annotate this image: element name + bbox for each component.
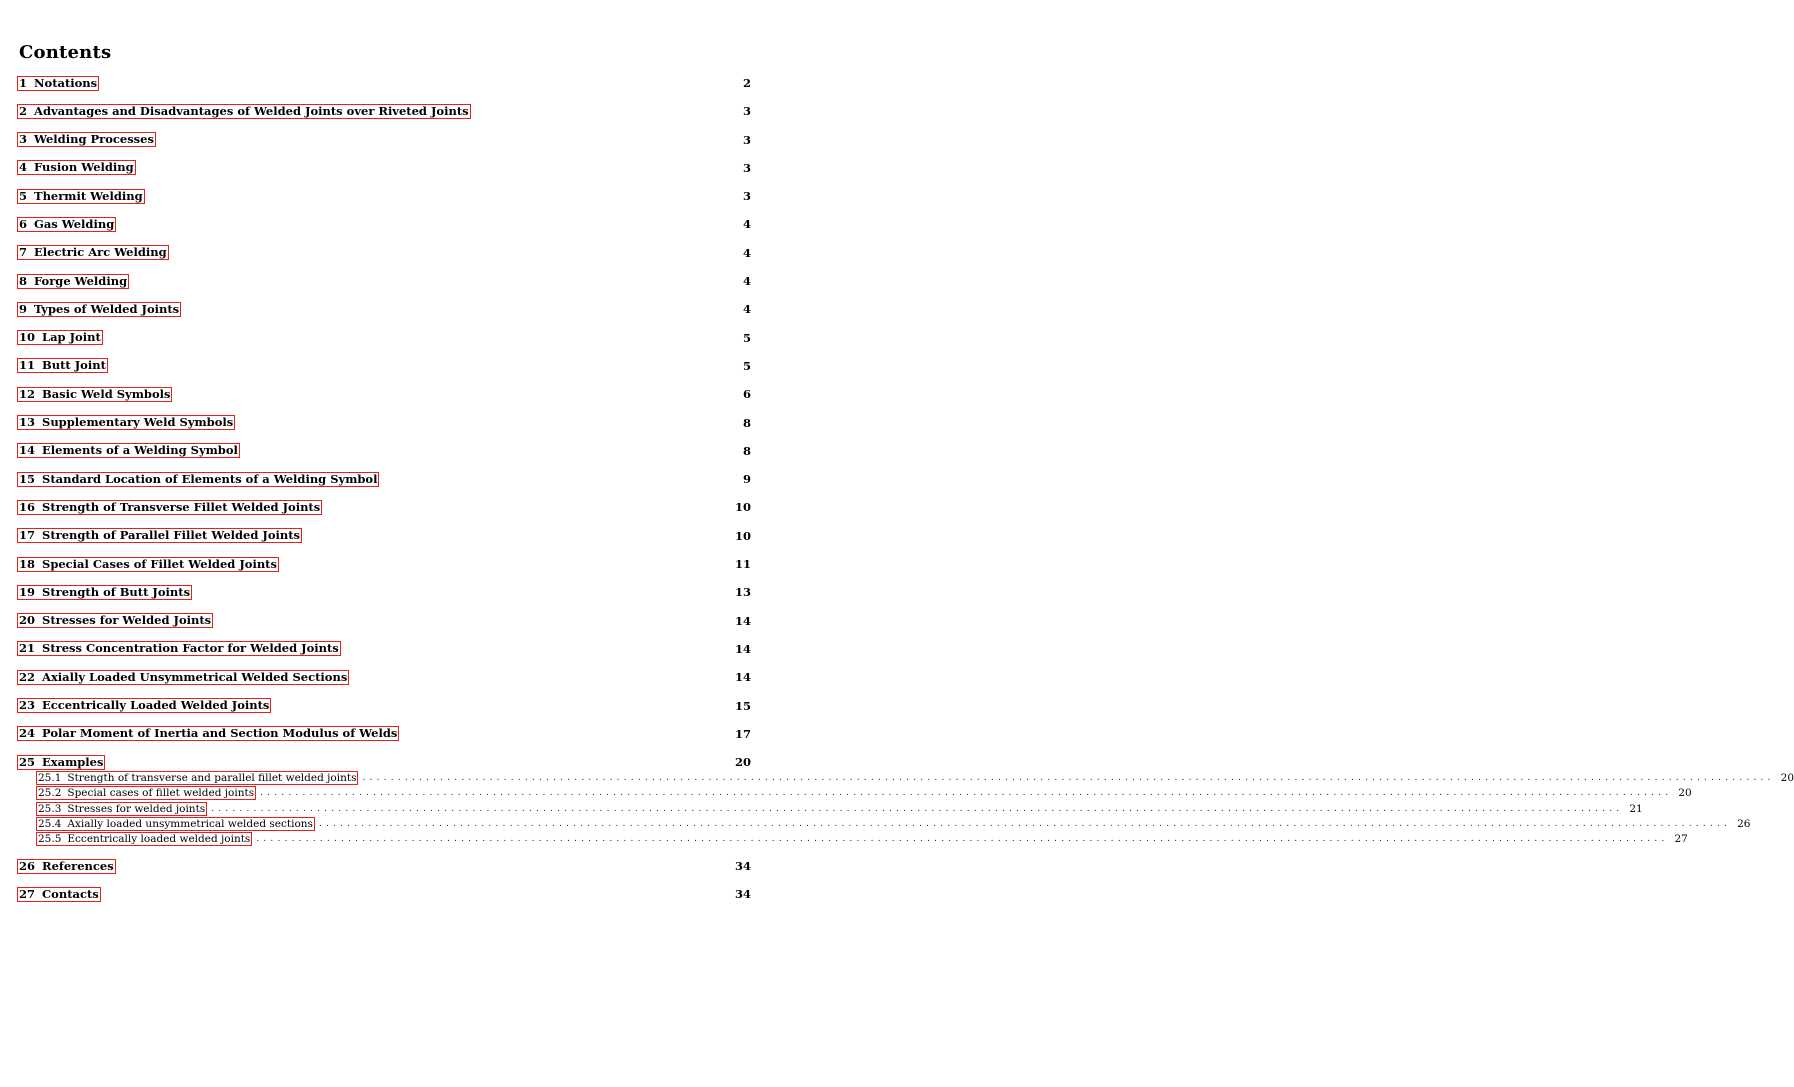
toc-entry-8	[17, 273, 751, 289]
toc-link-26[interactable]	[17, 859, 116, 874]
toc-link-14[interactable]	[17, 443, 240, 458]
toc-link-12[interactable]	[17, 387, 172, 402]
page-number: 3	[742, 104, 751, 119]
toc-link-21[interactable]	[17, 641, 341, 656]
section-number: 23	[19, 698, 36, 713]
toc-subentry-25-5	[17, 832, 1688, 847]
section-title: Gas Welding	[34, 216, 115, 231]
page-number: 5	[742, 330, 751, 345]
subsection-title: Eccentrically loaded welded joints	[67, 833, 251, 846]
toc-link-2[interactable]	[17, 104, 471, 119]
page-number: 17	[734, 726, 751, 741]
toc-link-10[interactable]	[17, 330, 103, 345]
toc-link-5[interactable]	[17, 189, 145, 204]
subsection-title: Axially loaded unsymmetrical welded sections	[67, 817, 313, 830]
toc-entry-18	[17, 556, 751, 572]
section-number: 27	[19, 886, 36, 901]
toc-link-24[interactable]	[17, 726, 399, 741]
dot-leader: ........................................................................................................................................................................................................	[362, 772, 1775, 783]
page-number: 2	[742, 76, 751, 90]
section-number: 18	[19, 556, 36, 571]
toc-entry-13	[17, 415, 751, 431]
section-number: 17	[19, 528, 36, 543]
section-title: Polar Moment of Inertia and Section Modulus of Welds	[42, 726, 398, 741]
toc-subentry-25-3	[17, 801, 1643, 816]
toc-entry-26	[17, 858, 751, 874]
toc-link-17[interactable]	[17, 528, 302, 543]
section-title: Special Cases of Fillet Welded Joints	[42, 556, 277, 571]
toc-entry-5	[17, 188, 751, 204]
toc-entry-12	[17, 386, 751, 402]
toc-entry-10	[17, 330, 751, 346]
toc-link-18[interactable]	[17, 557, 279, 572]
section-number: 12	[19, 386, 36, 401]
dot-leader: ........................................................................................................................................................................................................	[318, 818, 1732, 829]
toc-link-15[interactable]	[17, 472, 379, 487]
section-title: Welding Processes	[34, 132, 154, 147]
section-title: Forge Welding	[34, 273, 128, 288]
toc-link-13[interactable]	[17, 415, 235, 430]
toc-subentry-25-4	[17, 816, 1751, 831]
page-number: 3	[742, 160, 751, 175]
section-number: 9	[19, 301, 28, 316]
page-number: 4	[742, 217, 751, 232]
subsection-number: 25.1	[38, 771, 62, 784]
toc-entry-22	[17, 669, 751, 685]
section-number: 19	[19, 584, 36, 599]
toc-entry-2	[17, 103, 751, 119]
subsection-number: 25.4	[38, 817, 62, 830]
section-title: Strength of Transverse Fillet Welded Joints	[42, 499, 321, 514]
toc-entry-24	[17, 726, 751, 742]
section-number: 13	[19, 415, 36, 430]
page-number: 14	[734, 670, 751, 685]
page-number: 3	[742, 132, 751, 147]
page-number: 10	[734, 500, 751, 515]
toc-entry-4	[17, 160, 751, 176]
page-number: 9	[742, 472, 751, 487]
table-of-contents	[17, 75, 1794, 915]
section-title: Stress Concentration Factor for Welded Joints	[42, 641, 339, 656]
section-number: 4	[19, 160, 28, 175]
toc-link-11[interactable]	[17, 358, 108, 373]
toc-link-19[interactable]	[17, 585, 192, 600]
subsection-number: 25.3	[38, 802, 62, 815]
toc-entry-11	[17, 358, 751, 374]
page-number: 6	[742, 387, 751, 402]
section-title: Basic Weld Symbols	[42, 386, 171, 401]
toc-entry-17	[17, 528, 751, 544]
toc-sublink-25-5[interactable]	[36, 832, 252, 846]
subsection-title: Stresses for welded joints	[67, 802, 206, 815]
section-title: Electric Arc Welding	[34, 245, 167, 260]
section-number: 11	[19, 358, 36, 373]
toc-entry-3	[17, 132, 751, 148]
toc-link-8[interactable]	[17, 274, 129, 289]
page-number: 8	[742, 415, 751, 430]
section-title: Stresses for Welded Joints	[42, 613, 212, 628]
subsection-number: 25.5	[38, 833, 62, 846]
toc-subentry-25-2	[17, 786, 1692, 801]
page-number: 34	[734, 887, 751, 902]
section-number: 6	[19, 216, 28, 231]
toc-link-7[interactable]	[17, 245, 169, 260]
toc-link-25[interactable]	[17, 755, 105, 770]
page-number: 20	[734, 755, 751, 770]
section-title: Axially Loaded Unsymmetrical Welded Sections	[42, 669, 348, 684]
toc-link-27[interactable]	[17, 887, 101, 902]
section-number: 20	[19, 613, 36, 628]
subsection-title: Special cases of fillet welded joints	[67, 787, 255, 800]
section-title: Strength of Parallel Fillet Welded Joints	[42, 528, 301, 543]
toc-entry-19	[17, 584, 751, 600]
section-title: Contacts	[42, 886, 99, 901]
dot-leader: ........................................................................................................................................................................................................	[256, 834, 1669, 845]
page-number: 34	[734, 859, 751, 874]
section-number: 25	[19, 754, 36, 769]
toc-entry-15	[17, 471, 751, 487]
toc-entry-25	[17, 754, 751, 770]
page-number: 21	[1629, 802, 1643, 815]
toc-entry-9	[17, 301, 751, 317]
examples-subsections	[17, 770, 1794, 847]
section-title: Thermit Welding	[34, 188, 143, 203]
page-number: 4	[742, 245, 751, 260]
section-number: 1	[19, 75, 28, 90]
toc-entry-14	[17, 443, 751, 459]
section-title: Advantages and Disadvantages of Welded Joints over Riveted Joints	[34, 103, 469, 118]
page-number: 15	[734, 698, 751, 713]
subsection-number: 25.2	[38, 787, 62, 800]
page-number: 14	[734, 613, 751, 628]
toc-link-3[interactable]	[17, 132, 156, 147]
page-number: 10	[734, 528, 751, 543]
page-number: 3	[742, 189, 751, 204]
section-title: Elements of a Welding Symbol	[42, 443, 238, 458]
toc-link-23[interactable]	[17, 698, 271, 713]
section-title: Strength of Butt Joints	[42, 584, 191, 599]
section-number: 26	[19, 858, 36, 873]
toc-link-6[interactable]	[17, 217, 116, 232]
page-number: 26	[1737, 817, 1751, 830]
section-number: 14	[19, 443, 36, 458]
page-number: 27	[1674, 833, 1688, 846]
section-title: Butt Joint	[42, 358, 106, 373]
section-number: 10	[19, 330, 36, 345]
dot-leader: ........................................................................................................................................................................................................	[211, 803, 1624, 814]
section-number: 7	[19, 245, 28, 260]
page-number: 14	[734, 641, 751, 656]
toc-link-20[interactable]	[17, 613, 213, 628]
section-title: Fusion Welding	[34, 160, 134, 175]
page-number: 20	[1780, 771, 1794, 784]
toc-sublink-25-4[interactable]	[36, 817, 315, 831]
page-number: 13	[734, 585, 751, 600]
toc-entry-6	[17, 216, 751, 232]
page-number: 4	[742, 302, 751, 317]
section-title: Supplementary Weld Symbols	[42, 415, 234, 430]
section-number: 2	[19, 103, 28, 118]
toc-entry-27	[17, 886, 751, 902]
section-title: Standard Location of Elements of a Welding Symbol	[42, 471, 378, 486]
toc-link-16[interactable]	[17, 500, 322, 515]
section-title: Notations	[34, 75, 98, 90]
toc-link-9[interactable]	[17, 302, 181, 317]
dot-leader: ........................................................................................................................................................................................................	[260, 788, 1673, 799]
section-title: Eccentrically Loaded Welded Joints	[42, 698, 270, 713]
toc-sublink-25-1[interactable]	[36, 771, 358, 785]
section-number: 3	[19, 132, 28, 147]
section-title: Lap Joint	[42, 330, 101, 345]
toc-sublink-25-3[interactable]	[36, 802, 207, 816]
page-number: 11	[734, 557, 751, 572]
subsection-title: Strength of transverse and parallel fillet welded joints	[67, 771, 357, 784]
section-number: 24	[19, 726, 36, 741]
page-number: 20	[1678, 787, 1692, 800]
toc-entry-20	[17, 613, 751, 629]
toc-entry-21	[17, 641, 751, 657]
toc-link-4[interactable]	[17, 160, 136, 175]
section-title: References	[42, 858, 114, 873]
section-number: 21	[19, 641, 36, 656]
page-number: 4	[742, 274, 751, 289]
toc-link-22[interactable]	[17, 670, 349, 685]
page-number: 8	[742, 443, 751, 458]
section-number: 16	[19, 499, 36, 514]
section-number: 5	[19, 188, 28, 203]
toc-entry-1	[17, 75, 751, 91]
toc-subentry-25-1	[17, 770, 1794, 785]
toc-entry-23	[17, 698, 751, 714]
page-number: 5	[742, 358, 751, 373]
section-number: 15	[19, 471, 36, 486]
section-title: Types of Welded Joints	[34, 301, 180, 316]
toc-entry-16	[17, 499, 751, 515]
toc-entry-7	[17, 245, 751, 261]
section-number: 8	[19, 273, 28, 288]
toc-sublink-25-2[interactable]	[36, 786, 256, 800]
section-number: 22	[19, 669, 36, 684]
page-title: Contents	[19, 42, 112, 63]
section-title: Examples	[42, 754, 104, 769]
toc-link-1[interactable]	[17, 76, 99, 91]
